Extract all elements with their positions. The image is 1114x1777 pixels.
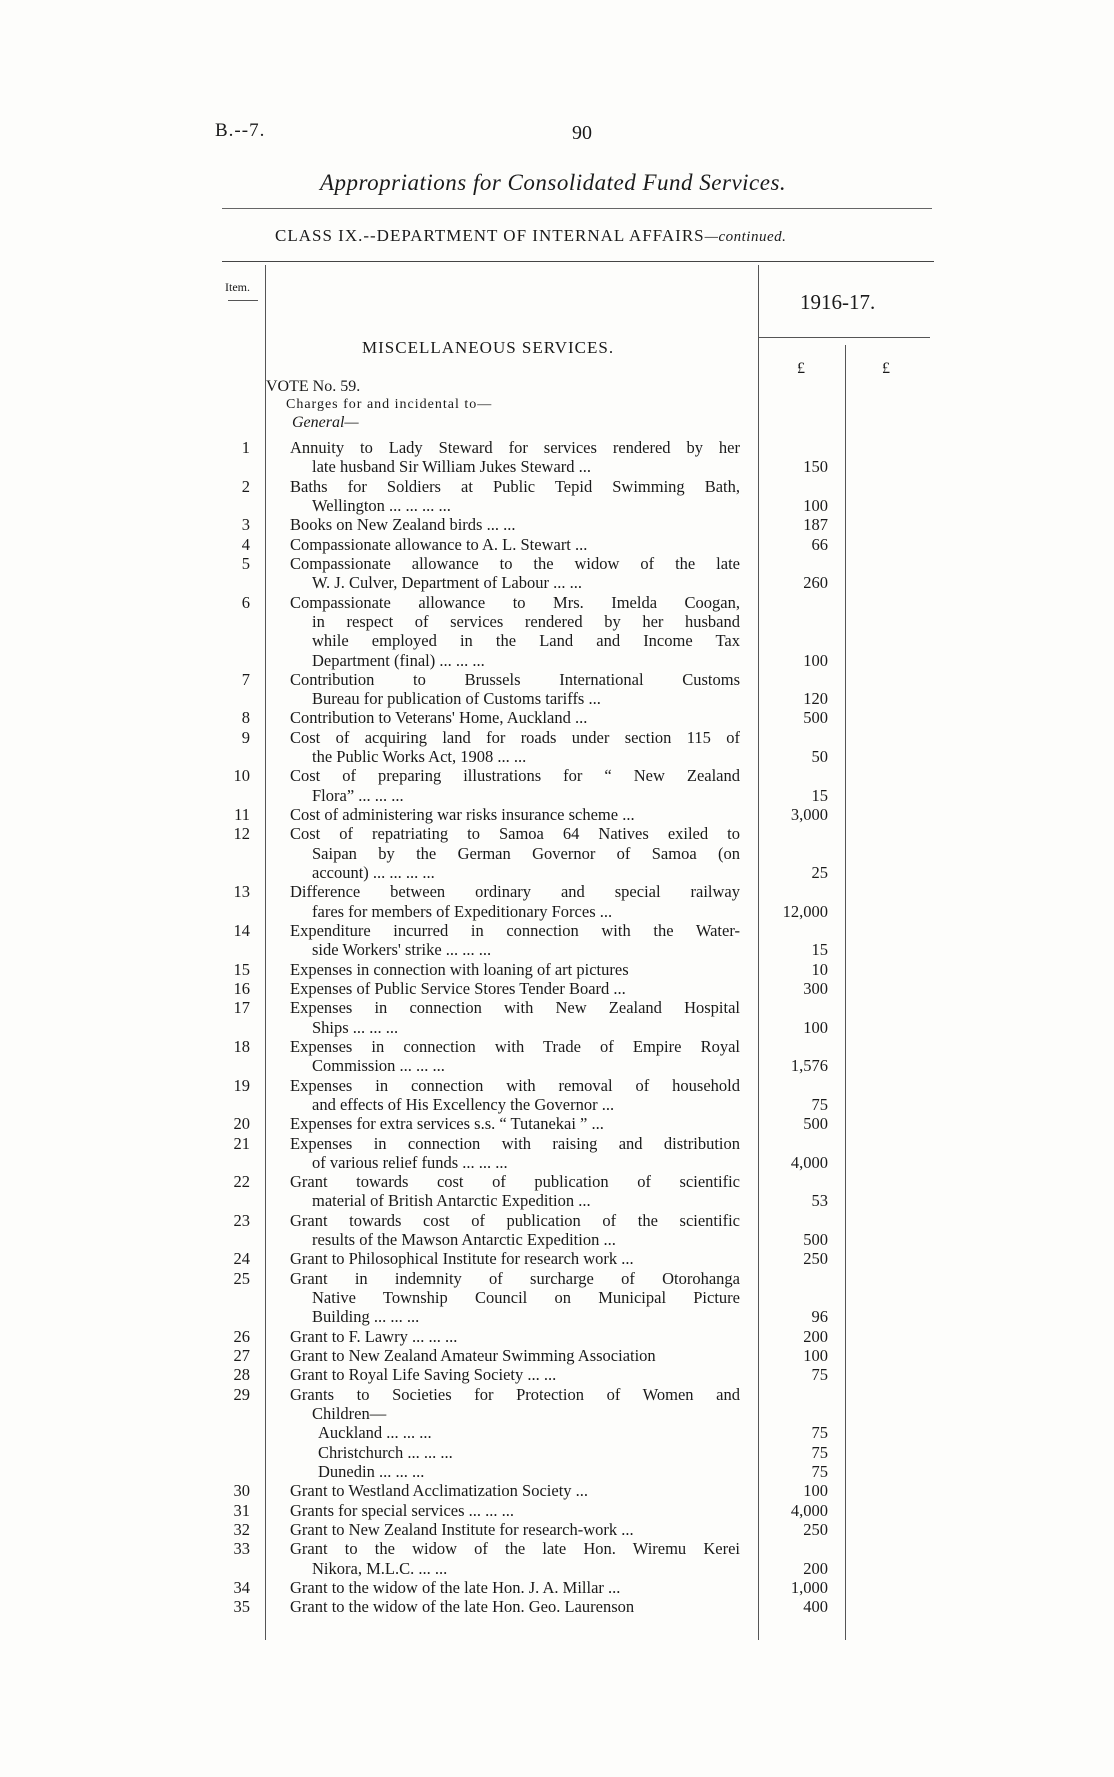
table-row bbox=[0, 1597, 1114, 1616]
item-amount: 250 bbox=[803, 1249, 828, 1269]
item-number: 2 bbox=[241, 476, 250, 496]
item-description: results of the Mawson Antarctic Expedition ... bbox=[312, 1230, 616, 1250]
item-description: Grant in indemnity of surcharge of Otorohanga bbox=[290, 1268, 740, 1288]
item-amount: 100 bbox=[803, 1481, 828, 1501]
table-row bbox=[0, 1269, 1114, 1288]
item-number: 9 bbox=[241, 727, 250, 747]
item-description: Grant to New Zealand Institute for research-work ... bbox=[290, 1519, 634, 1539]
item-amount: 260 bbox=[803, 573, 828, 593]
item-number: 31 bbox=[233, 1500, 250, 1520]
item-amount: 96 bbox=[811, 1307, 828, 1327]
table-row bbox=[0, 438, 1114, 457]
item-number: 23 bbox=[233, 1210, 250, 1230]
item-description: Grant to F. Lawry ... ... ... bbox=[290, 1326, 458, 1346]
item-number: 26 bbox=[233, 1326, 250, 1346]
item-amount: 100 bbox=[803, 495, 828, 515]
table-row bbox=[0, 1249, 1114, 1268]
class-heading-text: CLASS IX.--DEPARTMENT OF INTERNAL AFFAIRS bbox=[275, 226, 705, 245]
item-amount: 4,000 bbox=[790, 1152, 828, 1172]
table-row bbox=[0, 1307, 1114, 1326]
item-description: while employed in the Land and Income Tax bbox=[312, 631, 740, 651]
table-row bbox=[0, 457, 1114, 476]
item-number: 30 bbox=[233, 1481, 250, 1501]
table-row bbox=[0, 593, 1114, 612]
item-amount: 75 bbox=[811, 1461, 828, 1481]
item-header-rule bbox=[228, 300, 258, 301]
item-description: Baths for Soldiers at Public Tepid Swimming Bath, bbox=[290, 476, 740, 496]
item-description: in respect of services rendered by her husband bbox=[312, 611, 740, 631]
item-description: of various relief funds ... ... ... bbox=[312, 1152, 508, 1172]
item-description: Contribution to Brussels International Customs bbox=[290, 669, 740, 689]
item-description: Compassionate allowance to the widow of the late bbox=[290, 553, 740, 573]
general-subheading: General— bbox=[292, 414, 359, 431]
item-amount: 15 bbox=[811, 785, 828, 805]
item-description: Grant to New Zealand Amateur Swimming Association bbox=[290, 1346, 656, 1366]
table-row bbox=[0, 902, 1114, 921]
item-description: Nikora, M.L.C. ... ... bbox=[312, 1558, 448, 1578]
item-description: Native Township Council on Municipal Picture bbox=[312, 1288, 740, 1308]
item-amount: 100 bbox=[803, 1017, 828, 1037]
item-description: Expenses in connection with removal of household bbox=[290, 1075, 740, 1095]
table-row bbox=[0, 921, 1114, 940]
item-number: 5 bbox=[241, 553, 250, 573]
item-number: 22 bbox=[233, 1172, 250, 1192]
item-amount: 200 bbox=[803, 1558, 828, 1578]
item-description: Grant to the widow of the late Hon. J. A. Millar ... bbox=[290, 1577, 621, 1597]
item-amount: 500 bbox=[803, 1114, 828, 1134]
item-amount: 120 bbox=[803, 689, 828, 709]
year-header-rule bbox=[758, 337, 930, 338]
table-row bbox=[0, 1153, 1114, 1172]
item-number: 18 bbox=[233, 1036, 250, 1056]
table-row bbox=[0, 573, 1114, 592]
item-description: Books on New Zealand birds ... ... bbox=[290, 515, 516, 535]
item-description: Cost of administering war risks insurance scheme ... bbox=[290, 805, 635, 825]
item-description: Cost of acquiring land for roads under section 115 of bbox=[290, 727, 740, 747]
item-description: Grant to Westland Acclimatization Society ... bbox=[290, 1481, 589, 1501]
table-row bbox=[0, 1501, 1114, 1520]
table-row bbox=[0, 1385, 1114, 1404]
item-number: 6 bbox=[241, 592, 250, 612]
table-row bbox=[0, 863, 1114, 882]
item-number: 29 bbox=[233, 1384, 250, 1404]
table-row bbox=[0, 1191, 1114, 1210]
table-row bbox=[0, 1230, 1114, 1249]
item-description: Compassionate allowance to A. L. Stewart ... bbox=[290, 534, 588, 554]
item-number: 19 bbox=[233, 1075, 250, 1095]
item-amount: 12,000 bbox=[782, 901, 828, 921]
item-description: fares for members of Expeditionary Forces ... bbox=[312, 901, 613, 921]
item-description: Children— bbox=[312, 1404, 387, 1423]
item-number: 12 bbox=[233, 824, 250, 844]
item-description: W. J. Culver, Department of Labour ... ... bbox=[312, 573, 583, 593]
table-row bbox=[0, 786, 1114, 805]
table-row bbox=[0, 708, 1114, 727]
vote-number: VOTE No. 59. bbox=[266, 378, 361, 395]
item-amount: 100 bbox=[803, 1346, 828, 1366]
table-row bbox=[0, 1462, 1114, 1481]
item-number: 28 bbox=[233, 1365, 250, 1385]
item-description: Building ... ... ... bbox=[312, 1307, 420, 1327]
table-row bbox=[0, 477, 1114, 496]
item-description: Expenses in connection with Trade of Empire Royal bbox=[290, 1036, 740, 1056]
table-row bbox=[0, 805, 1114, 824]
item-description: Contribution to Veterans' Home, Auckland ... bbox=[290, 708, 588, 728]
item-number: 33 bbox=[233, 1539, 250, 1559]
table-row bbox=[0, 1211, 1114, 1230]
item-description: Expenses for extra services s.s. “ Tutanekai ” ... bbox=[290, 1114, 604, 1134]
item-number: 7 bbox=[241, 669, 250, 689]
item-number: 10 bbox=[233, 766, 250, 786]
table-row bbox=[0, 651, 1114, 670]
item-amount: 10 bbox=[811, 959, 828, 979]
item-description: Grant towards cost of publication of the scientific bbox=[290, 1210, 740, 1230]
table-row bbox=[0, 1288, 1114, 1307]
item-number: 24 bbox=[233, 1249, 250, 1269]
item-number: 3 bbox=[241, 515, 250, 535]
item-description: material of British Antarctic Expedition ... bbox=[312, 1191, 591, 1211]
item-description: Christchurch ... ... ... bbox=[318, 1442, 453, 1462]
table-row bbox=[0, 1404, 1114, 1423]
item-amount: 53 bbox=[811, 1191, 828, 1211]
item-description: Grant to Royal Life Saving Society ... ... bbox=[290, 1365, 557, 1385]
item-description: Department (final) ... ... ... bbox=[312, 650, 485, 670]
table-row bbox=[0, 1481, 1114, 1500]
item-description: Bureau for publication of Customs tariffs ... bbox=[312, 689, 601, 709]
table-row bbox=[0, 1056, 1114, 1075]
table-row bbox=[0, 1114, 1114, 1133]
item-description: side Workers' strike ... ... ... bbox=[312, 940, 492, 960]
table-row bbox=[0, 670, 1114, 689]
item-description: the Public Works Act, 1908 ... ... bbox=[312, 747, 527, 767]
item-description: Expenses in connection with raising and distribution bbox=[290, 1133, 740, 1153]
item-description: Commission ... ... ... bbox=[312, 1056, 445, 1076]
charges-heading: Charges for and incidental to— bbox=[286, 397, 493, 412]
item-amount: 75 bbox=[811, 1094, 828, 1114]
table-row bbox=[0, 1443, 1114, 1462]
item-column-header: Item. bbox=[225, 280, 250, 294]
item-amount: 75 bbox=[811, 1423, 828, 1443]
item-description: Grant to Philosophical Institute for research work ... bbox=[290, 1249, 634, 1269]
table-row bbox=[0, 1578, 1114, 1597]
item-description: Dunedin ... ... ... bbox=[318, 1461, 425, 1481]
item-amount: 25 bbox=[811, 863, 828, 883]
table-row bbox=[0, 1327, 1114, 1346]
item-number: 27 bbox=[233, 1346, 250, 1366]
page-number: 90 bbox=[572, 122, 592, 144]
item-number: 21 bbox=[233, 1133, 250, 1153]
table-row bbox=[0, 515, 1114, 534]
item-number: 13 bbox=[233, 882, 250, 902]
table-row bbox=[0, 960, 1114, 979]
table-row bbox=[0, 1520, 1114, 1539]
item-description: Expenses of Public Service Stores Tender Board ... bbox=[290, 978, 626, 998]
item-amount: 66 bbox=[811, 534, 828, 554]
item-description: Expenditure incurred in connection with the Water- bbox=[290, 921, 740, 940]
item-number: 11 bbox=[234, 805, 250, 825]
item-amount: 150 bbox=[803, 457, 828, 477]
item-description: and effects of His Excellency the Governor ... bbox=[312, 1094, 615, 1114]
item-description: Ships ... ... ... bbox=[312, 1017, 399, 1037]
item-description: Annuity to Lady Steward for services rendered by her bbox=[290, 438, 740, 457]
item-amount: 250 bbox=[803, 1519, 828, 1539]
document-reference: B.--7. bbox=[215, 120, 266, 141]
table-row bbox=[0, 535, 1114, 554]
table-row bbox=[0, 689, 1114, 708]
item-description: late husband Sir William Jukes Steward ... bbox=[312, 457, 592, 477]
item-description: Compassionate allowance to Mrs. Imelda Coogan, bbox=[290, 592, 740, 612]
item-number: 25 bbox=[233, 1268, 250, 1288]
table-row bbox=[0, 1365, 1114, 1384]
item-number: 20 bbox=[233, 1114, 250, 1134]
item-amount: 300 bbox=[803, 978, 828, 998]
item-amount: 50 bbox=[811, 747, 828, 767]
item-description: Saipan by the German Governor of Samoa (on bbox=[312, 843, 740, 863]
currency-label-total: £ bbox=[882, 360, 890, 377]
item-amount: 75 bbox=[811, 1365, 828, 1385]
item-number: 1 bbox=[241, 438, 250, 457]
table-top-rule bbox=[222, 261, 934, 262]
item-amount: 4,000 bbox=[790, 1500, 828, 1520]
item-amount: 1,576 bbox=[790, 1056, 828, 1076]
item-description: Cost of preparing illustrations for “ New Zealand bbox=[290, 766, 740, 786]
table-row bbox=[0, 844, 1114, 863]
item-description: Grants to Societies for Protection of Women and bbox=[290, 1384, 740, 1404]
table-row bbox=[0, 554, 1114, 573]
item-description: Wellington ... ... ... ... bbox=[312, 495, 451, 515]
table-row bbox=[0, 1539, 1114, 1558]
item-amount: 500 bbox=[803, 1230, 828, 1250]
item-description: Grants for special services ... ... ... bbox=[290, 1500, 515, 1520]
item-description: Grant towards cost of publication of scientific bbox=[290, 1172, 740, 1192]
table-row bbox=[0, 496, 1114, 515]
item-number: 4 bbox=[241, 534, 250, 554]
table-row bbox=[0, 631, 1114, 650]
item-number: 16 bbox=[233, 978, 250, 998]
table-row bbox=[0, 1134, 1114, 1153]
page-title: Appropriations for Consolidated Fund Services. bbox=[320, 170, 787, 195]
item-description: Flora” ... ... ... bbox=[312, 785, 404, 805]
item-description: Expenses in connection with loaning of art pictures bbox=[290, 959, 629, 979]
table-row bbox=[0, 882, 1114, 901]
item-number: 8 bbox=[241, 708, 250, 728]
item-amount: 187 bbox=[803, 515, 828, 535]
item-number: 35 bbox=[233, 1597, 250, 1617]
item-number: 32 bbox=[233, 1519, 250, 1539]
item-description: Cost of repatriating to Samoa 64 Natives exiled to bbox=[290, 824, 740, 844]
table-row bbox=[0, 1095, 1114, 1114]
item-amount: 500 bbox=[803, 708, 828, 728]
class-heading bbox=[275, 226, 786, 246]
item-description: Expenses in connection with New Zealand Hospital bbox=[290, 998, 740, 1018]
table-row bbox=[0, 1076, 1114, 1095]
table-row bbox=[0, 824, 1114, 843]
table-row bbox=[0, 1346, 1114, 1365]
table-row bbox=[0, 1559, 1114, 1578]
table-row bbox=[0, 612, 1114, 631]
class-heading-continued: —continued. bbox=[704, 229, 787, 245]
table-row bbox=[0, 1037, 1114, 1056]
table-row bbox=[0, 998, 1114, 1017]
item-number: 34 bbox=[233, 1577, 250, 1597]
item-amount: 15 bbox=[811, 940, 828, 960]
item-amount: 75 bbox=[811, 1442, 828, 1462]
item-amount: 100 bbox=[803, 650, 828, 670]
table-row bbox=[0, 728, 1114, 747]
item-amount: 1,000 bbox=[790, 1577, 828, 1597]
table-row bbox=[0, 1172, 1114, 1191]
item-number: 15 bbox=[233, 959, 250, 979]
table-row bbox=[0, 979, 1114, 998]
item-description: Grant to the widow of the late Hon. Geo. Laurenson bbox=[290, 1597, 635, 1617]
item-amount: 400 bbox=[803, 1597, 828, 1617]
table-row bbox=[0, 747, 1114, 766]
item-number: 14 bbox=[233, 921, 250, 940]
section-title: MISCELLANEOUS SERVICES. bbox=[362, 338, 615, 357]
item-description: Difference between ordinary and special railway bbox=[290, 882, 740, 902]
item-amount: 3,000 bbox=[790, 805, 828, 825]
item-description: Auckland ... ... ... bbox=[318, 1423, 432, 1443]
item-number: 17 bbox=[233, 998, 250, 1018]
item-amount: 200 bbox=[803, 1326, 828, 1346]
table-row bbox=[0, 766, 1114, 785]
year-column-header: 1916-17. bbox=[800, 290, 876, 314]
item-description: account) ... ... ... ... bbox=[312, 863, 435, 883]
table-row bbox=[0, 940, 1114, 959]
currency-label-amount: £ bbox=[797, 360, 805, 377]
table-row bbox=[0, 1423, 1114, 1442]
table-row bbox=[0, 1018, 1114, 1037]
title-rule bbox=[222, 208, 932, 209]
item-description: Grant to the widow of the late Hon. Wiremu Kerei bbox=[290, 1539, 740, 1559]
